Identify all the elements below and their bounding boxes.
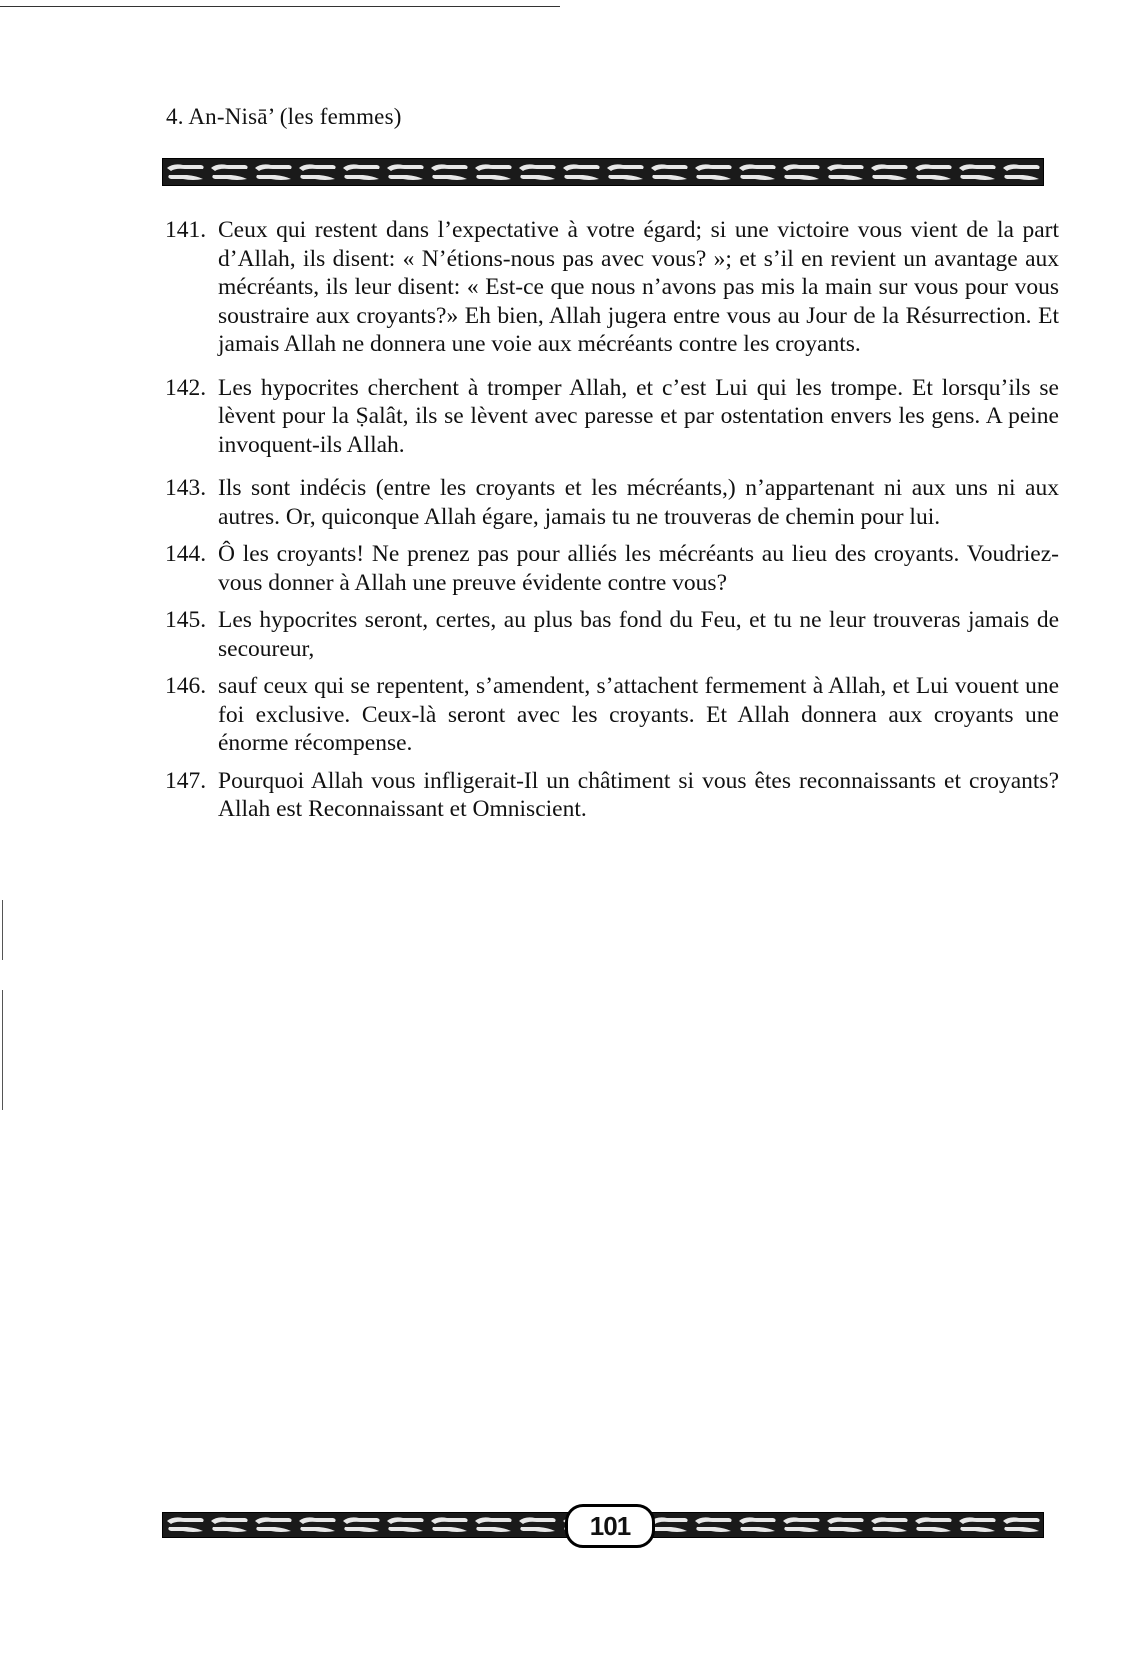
verse-145 — [165, 606, 1059, 663]
verse-number: 146. — [165, 673, 207, 699]
verse-number: 142. — [165, 374, 207, 401]
decorative-chain-band-top — [162, 158, 1044, 186]
verse-text: Ô les croyants! Ne prenez pas pour alliés les mécréants au lieu des croyants. Voudriez-vous donner à Allah une preuve évidente contre vous? — [218, 541, 1059, 596]
verse-142 — [165, 374, 1059, 460]
verse-number: 141. — [165, 217, 207, 243]
page-number: 101 — [565, 1504, 655, 1548]
page-header: 4. An-Nisā’ (les femmes) — [166, 104, 402, 129]
verse-number: 143. — [165, 475, 207, 501]
top-rule — [0, 6, 560, 7]
verse-144 — [165, 540, 1059, 597]
verse-list — [165, 216, 1059, 833]
verse-text: Ils sont indécis (entre les croyants et les mécréants,) n’appartenant ni aux uns ni aux autres. Or, quiconque Allah égare, jamais tu ne trouveras de chemin pour lui. — [218, 475, 1059, 530]
verse-number: 145. — [165, 607, 207, 633]
verse-text: sauf ceux qui se repentent, s’amendent, s’attachent fermement à Allah, et Lui vouent une foi exclusive. Ceux-là seront avec les croyants. Et Allah donnera aux croyants une énorme récompense. — [218, 673, 1059, 756]
verse-text: Les hypocrites seront, certes, au plus bas fond du Feu, et tu ne leur trouveras jamais de secoureur, — [218, 607, 1059, 662]
scan-margin-mark — [2, 990, 3, 1110]
verse-147 — [165, 767, 1059, 824]
verse-text: Les hypocrites cherchent à tromper Allah, et c’est Lui qui les trompe. Et lorsqu’ils se lèvent pour la Ṣalât, ils se lèvent avec paresse et par ostentation envers les gens. A peine invoquent-ils Allah. — [218, 374, 1059, 458]
verse-number: 147. — [165, 767, 207, 794]
verse-143 — [165, 474, 1059, 531]
verse-number: 144. — [165, 541, 207, 567]
verse-text: Pourquoi Allah vous infligerait-Il un châtiment si vous êtes reconnaissants et croyants? Allah est Reconnaissant et Omniscient. — [218, 767, 1059, 822]
verse-141 — [165, 216, 1059, 359]
verse-text: Ceux qui restent dans l’expectative à votre égard; si une victoire vous vient de la part d’Allah, ils disent: « N’étions-nous pas avec vous? »; et s’il en revient un avantage aux mécréants, ils leur disent: « Est-ce que nous n’avons pas mis la main sur vous pour vous soustraire aux croyants?» Eh bien, Allah jugera entre vous au Jour de la Résurrection. Et jamais Allah ne donnera une voie aux mécréants contre les croyants. — [218, 217, 1059, 357]
scan-margin-mark — [2, 900, 3, 960]
verse-146 — [165, 672, 1059, 758]
